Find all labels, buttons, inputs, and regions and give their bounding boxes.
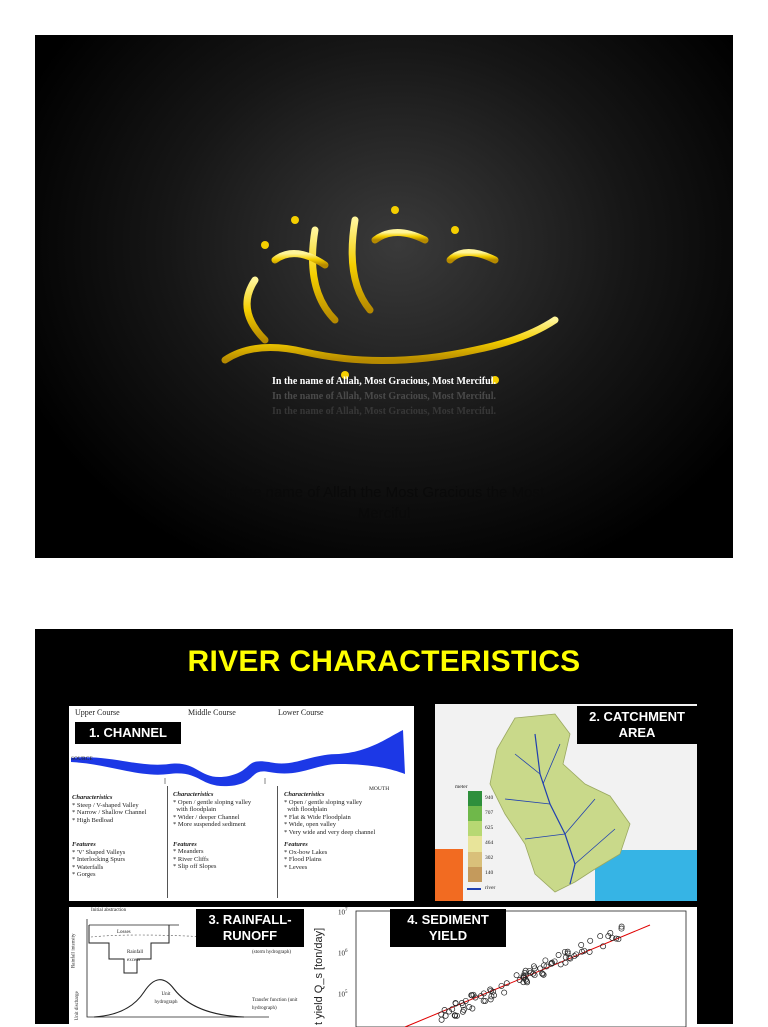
label-rainfall-runoff [196, 909, 304, 947]
lower-char-3: * Flat & Wide Floodplain [284, 813, 351, 821]
upper-feat-2: * Interlocking Spurs [72, 856, 126, 863]
course-middle: Middle Course [188, 708, 236, 717]
losses-label: Losses [117, 930, 131, 935]
tick-1e5-exp: 5 [345, 990, 348, 995]
slide-title: RIVER CHARACTERISTICS [187, 645, 581, 678]
unit-hydrograph-label: Unit hydrograph [154, 992, 178, 1005]
legend-value-2: 707 [485, 810, 494, 816]
slide-subtitle [185, 482, 583, 524]
label-catchment-line1: 2. CATCHMENT [589, 709, 685, 724]
middle-feat-1: * Meanders [173, 848, 204, 855]
legend-unit: meter [455, 784, 468, 790]
upper-course-notes [72, 794, 166, 879]
unit-discharge-axis-label: Unit discharge [74, 991, 80, 1021]
scatter-point [543, 958, 548, 963]
upper-char-3: * High Bedload [72, 816, 114, 824]
tick-1e5 [338, 989, 348, 999]
lower-char-5: * Very wide and very deep channel [284, 828, 376, 836]
legend-swatch-5 [468, 852, 482, 867]
scatter-point [439, 1017, 444, 1022]
upper-char-2: * Narrow / Shallow Channel [72, 809, 147, 816]
translation-reflection: In the name of Allah, Most Gracious, Most Merciful. [272, 391, 496, 402]
panel-channel [69, 706, 414, 901]
lower-feat-3: * Levees [284, 863, 308, 871]
label-rainfall-line1: 3. RAINFALL- [208, 912, 292, 927]
lower-course-notes [284, 791, 412, 871]
scatter-point [488, 997, 493, 1002]
subtitle-line-1: In the name of Allah the Most Gracious the Most [223, 484, 545, 501]
tick-1e7 [338, 907, 348, 917]
rainfall-intensity-axis-label: Rainfall intensity [71, 933, 77, 969]
legend-value-5: 302 [485, 855, 494, 861]
legend-swatch-4 [468, 836, 482, 852]
rainfall-excess-label: Rainfall excess [127, 950, 144, 963]
legend-value-1: 940 [485, 795, 494, 801]
legend-value-4: 464 [485, 840, 494, 846]
storm-hydrograph-label: (storm hydrograph) [252, 950, 292, 955]
scatter-point [598, 934, 603, 939]
lower-feat-2: * Flood Plains [284, 856, 322, 863]
transfer-function-label: Transfer function (unit hydrograph) [252, 998, 298, 1011]
tick-1e7-base: 10 [338, 908, 345, 917]
lower-char-4: * Wide, open valley [284, 821, 336, 828]
scatter-point [460, 1009, 465, 1014]
middle-char-1: * Open / gentle sloping valley [173, 798, 252, 806]
middle-course-notes [173, 791, 275, 871]
scatter-point [514, 973, 519, 978]
middle-feat-3: * Slip off Slopes [173, 863, 217, 870]
middle-char-4: * More suspended sediment [173, 821, 246, 828]
upper-feat-3: * Waterfalls [72, 863, 104, 871]
upper-feat-head: Features [72, 841, 96, 848]
initial-abstraction-label: Initial abstraction [91, 908, 127, 913]
lower-feat-1: * Ox-bow Lakes [284, 848, 328, 856]
lower-char-1: * Open / gentle sloping valley [284, 798, 363, 806]
tick-1e6-exp: 6 [345, 949, 348, 954]
upper-feat-4: * Gorges [72, 871, 96, 878]
tick-1e6-base: 10 [338, 949, 345, 958]
legend-values [485, 791, 493, 881]
legend-swatch-2 [468, 806, 482, 821]
legend-value-3: 625 [485, 825, 494, 831]
legend-swatch-1 [468, 791, 482, 806]
middle-feat-head: Features [173, 840, 197, 848]
legend-value-6: 140 [485, 870, 494, 876]
translation-text: In the name of Allah, Most Gracious, Most Merciful. [272, 376, 496, 387]
course-upper: Upper Course [75, 708, 120, 717]
scatter-point [502, 990, 507, 995]
scatter-point [579, 942, 584, 947]
upper-feat-1: * 'V' Shaped Valleys [72, 848, 126, 856]
lower-char-head: Characteristics [284, 791, 325, 798]
label-catchment-area [577, 706, 697, 744]
tick-1e5-base: 10 [338, 990, 345, 999]
label-sediment-line1: 4. SEDIMENT [407, 912, 489, 927]
lower-feat-head: Features [284, 841, 308, 848]
middle-char-head: Characteristics [173, 791, 214, 798]
mouth-label: MOUTH [369, 786, 390, 792]
river-legend-label: river [485, 885, 496, 891]
scatter-point [588, 938, 593, 943]
scatter-point [563, 960, 568, 965]
legend-swatch-6 [468, 867, 482, 882]
translation-reflection-2: In the name of Allah, Most Gracious, Most Merciful. [272, 406, 496, 417]
label-catchment-line2: AREA [618, 725, 656, 740]
scatter-point [470, 1006, 475, 1011]
course-lower: Lower Course [278, 708, 324, 717]
middle-feat-2: * River Cliffs [173, 855, 209, 863]
river-legend-line [467, 888, 481, 890]
label-channel: 1. CHANNEL [75, 722, 181, 744]
column-divider-1 [167, 786, 168, 898]
lower-char-2: with floodplain [284, 806, 328, 813]
label-sediment-line2: YIELD [428, 928, 468, 943]
upper-char-head: Characteristics [72, 794, 113, 801]
label-rainfall-line2: RUNOFF [222, 928, 278, 943]
tick-1e6 [338, 948, 348, 958]
middle-char-2: with floodplain [173, 806, 217, 813]
sediment-y-axis-label: t yield Q_s [ton/day] [313, 927, 325, 1025]
tick-1e7-exp: 7 [345, 908, 348, 913]
river-profile-diagram [69, 724, 414, 784]
scatter-point [467, 1004, 472, 1009]
bismillah-calligraphy-logo [195, 170, 575, 410]
middle-char-3: * Wider / deeper Channel [173, 813, 240, 821]
subtitle-line-2: Merciful [357, 505, 411, 522]
slide-river-characteristics [35, 629, 733, 1024]
label-sediment-yield [390, 909, 506, 947]
panel-catchment-area [435, 704, 697, 901]
upper-char-1: * Steep / V-shaped Valley [72, 801, 139, 809]
slide-bismillah [35, 35, 733, 558]
legend-swatch-3 [468, 821, 482, 836]
source-label: SOURCE [71, 756, 93, 762]
scatter-point [556, 952, 561, 957]
column-divider-2 [277, 786, 278, 898]
elevation-legend-bar [468, 791, 482, 883]
